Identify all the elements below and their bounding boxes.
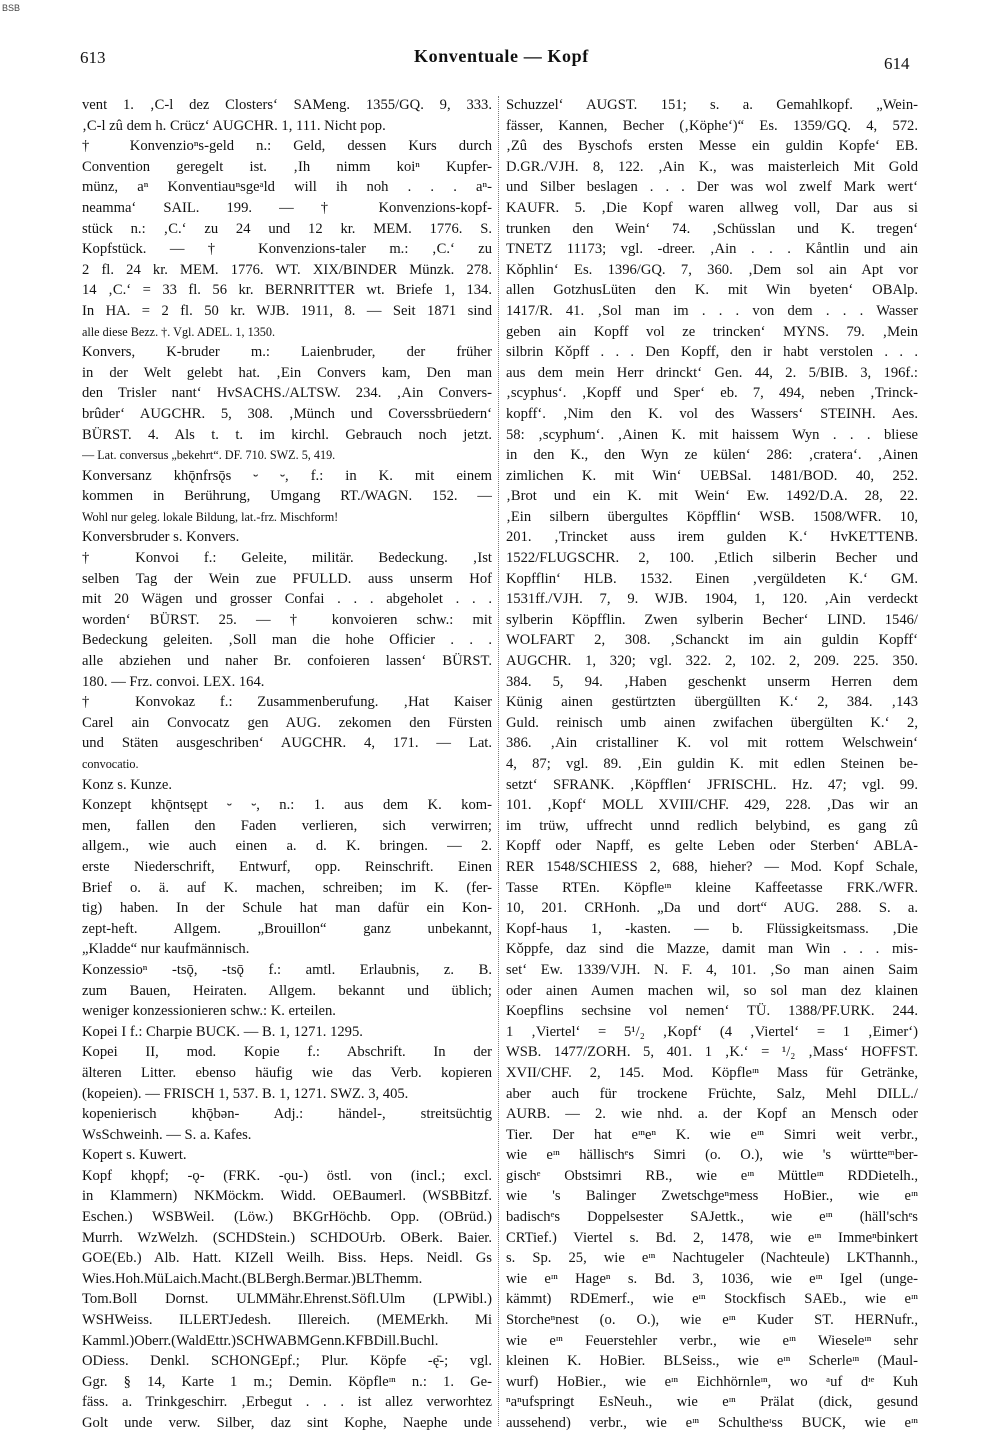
text-line: Kopei II, mod. Kopie f.: Abschrift. In der — [82, 1044, 492, 1061]
text-line: selben Tag der Wein zue PFULLD. auss unserm Hof — [82, 570, 492, 587]
text-line: RER 1548/SCHIESS 2, 688, hieher? — Mod. Kopf Schale, — [506, 858, 918, 875]
text-line: zum Bauen, Heiraten. Allgem. bekannt und üblich; — [82, 982, 492, 999]
text-line: D.GR./VJH. 8, 122. ‚Ain K., was maisterleich Mit Gold — [506, 158, 918, 175]
text-line: s. Sp. 25, wie eᶦⁿ Nachtugeler (Nachteule) LKThannh., — [506, 1250, 918, 1267]
page-number-left: 613 — [80, 48, 106, 67]
text-line: Bedeckung geleiten. ‚Soll man die hohe Officier . . . — [82, 632, 492, 649]
text-line: Kopfflin‘ HLB. 1532. Einen ‚vergüldeten K.‘ GM. — [506, 570, 918, 587]
text-line: und Stäten ausgeschriben‘ AUGCHR. 4, 171. — Lat. — [82, 735, 492, 752]
text-line: zept-heft. Allgem. „Brouillon“ ganz unbekannt, — [82, 920, 492, 937]
text-line: men, fallen den Faden verlieren, sich verwirren; — [82, 817, 492, 834]
right-text-column — [506, 95, 918, 1434]
text-line: In HA. = 2 fl. 50 kr. WJB. 1911, 8. — Seit 1871 sind — [82, 302, 492, 319]
text-line: fässer, Kannen, Becher (‚Köphe‘)“ Es. 1359/GQ. 4, 572. — [506, 117, 918, 134]
text-line: Wohl nur geleg. lokale Bildung, lat.-frz. Mischform! — [82, 509, 339, 524]
library-stamp: BSB — [2, 3, 21, 13]
text-line: kommen in Berührung, Umgang RT./WAGN. 152. — — [82, 488, 492, 505]
text-line: in den K., den Wyn ze külen‘ 286: ‚cratera‘. ‚Ainen — [506, 447, 918, 464]
text-line: 14 ‚C.‘ = 33 fl. 56 kr. BERNRITTER wt. Briefe 1, 134. — [82, 282, 492, 299]
text-line: † Konvenzioⁿs-geld n.: Geld, dessen Kurs durch — [82, 138, 492, 155]
text-line: Golt unde verw. Silber, daz sint Kophe, Naephe unde — [82, 1415, 492, 1431]
text-line: tig) haben. In der Schule hat man dafür ein Kon- — [82, 900, 492, 917]
text-line: Kopert s. Kuwert. — [82, 1147, 187, 1164]
text-line: aus dem mein Herr drinckt‘ Gen. 44, 2. 5/BIB. 3, 196f.: — [506, 364, 918, 381]
text-line: und Silber beslagen . . . Der was wol zwelf Mark wert‘ — [506, 179, 918, 196]
column-divider — [498, 96, 499, 1426]
text-line: setzt‘ SFRANK. ‚Köpfflen‘ JFRISCHL. Hz. 47; vgl. 99. — [506, 776, 918, 793]
text-line: Ggr. § 14, Karte 1 m.; Demin. Köpfleᶦⁿ n.: 1. Ge- — [82, 1373, 492, 1390]
text-line: Kopei I f.: Charpie BUCK. — B. 1, 1271. 1295. — [82, 1023, 363, 1040]
text-line: CRTief.) Viertel s. Bd. 2, 1478, wie eᶦⁿ Immeⁿbinkert — [506, 1229, 918, 1246]
text-line: AUGCHR. 1, 320; vgl. 322. 2, 102. 2, 209. 225. 350. — [506, 653, 918, 670]
text-line: wie eᶦⁿ hällischᵉs Simri (o. O.), wie 's württeᵐber- — [506, 1147, 918, 1164]
text-line: 1417/R. 41. ‚Sol man im . . . von dem . . . Wasser — [506, 302, 918, 319]
text-line: Kǒphlin‘ Es. 1396/GQ. 7, 360. ‚Dem sol ain Apt vor — [506, 261, 918, 278]
text-line: alle diese Bezz. †. Vgl. ADEL. 1, 1350. — [82, 324, 276, 339]
text-line: in der Welt gelebt hat. ‚Ein Convers kam, Den man — [82, 364, 492, 381]
text-line: Konz s. Kunze. — [82, 776, 172, 793]
text-line: Konzept khǭntsępt ⏑ ⏑, n.: 1. aus dem K. kom- — [82, 797, 492, 814]
text-line: † Konvokaz f.: Zusammenberufung. ‚Hat Kaiser — [82, 694, 492, 711]
text-line: Kopff oder Napff, es gelte Leben oder Sterben‘ ABLA- — [506, 838, 918, 855]
text-line: „Kladde“ nur kaufmännisch. — [82, 941, 250, 958]
text-line: älteren Litter. ebenso häufig wie das Verb. kopieren — [82, 1064, 492, 1081]
text-line: Eschen.) WSBWeil. (Löw.) BKGrHöchb. Opp. (OBrüd.) — [82, 1209, 492, 1226]
text-line: vent 1. ‚C-l dez Closters‘ SAMeng. 1355/GQ. 9, 333. — [82, 97, 492, 113]
text-line: Carel ain Convocatz gen AUG. zekomen den Fürsten — [82, 714, 492, 731]
page-number-right: 614 — [884, 54, 910, 73]
text-line: Schuzzel‘ AUGST. 151; s. a. Gemahlkopf. „Wein- — [506, 97, 918, 113]
text-line: WSHWeiss. ILLERTJedesh. Illereich. (MEMErkh. Mi — [82, 1312, 492, 1329]
text-line: Konvers, K-bruder m.: Laienbruder, der früher — [82, 344, 492, 361]
text-line: WSB. 1477/ZORH. 5, 401. 1 ‚K.‘ = ¹/₂ ‚Mass‘ HOFFST. — [506, 1044, 918, 1061]
text-line: allen GotzhusLüten den K. mit Win byeten‘ OBAlp. — [506, 282, 918, 299]
text-line: BÜRST. 4. Als t. t. im kirchl. Gebrauch noch jetzt. — [82, 426, 492, 443]
text-line: convocatio. — [82, 757, 139, 771]
text-line: kopenierisch khǭbən- Adj.: händel-, streitsüchtig — [82, 1106, 492, 1123]
text-line: den Trisler nant‘ HvSACHS./ALTSW. 234. ‚Ain Convers- — [82, 385, 492, 402]
text-line: Konversbruder s. Konvers. — [82, 529, 240, 546]
text-line: Kopfstück. — † Konvenzions-taler m.: ‚C.‘ zu — [82, 241, 492, 258]
text-line: badischᵉs Doppelsester SAJettk., wie eᶦⁿ (häll'schᵉs — [506, 1209, 918, 1226]
text-line: trunken den Wein‘ 74. ‚Schüsslan und K. tregen‘ — [506, 220, 918, 237]
text-line: Convention geregelt ist. ‚Ih nimm koiⁿ Kupfer- — [82, 158, 492, 175]
text-line: 1 ‚Viertel‘ = 5¹/₂ ‚Kopf‘ (4 ‚Viertel‘ = 1 ‚Eimer‘) — [506, 1023, 918, 1040]
text-line: ‚Zû des Byschofs ersten Messe ein guldin Kopfe‘ EB. — [506, 138, 918, 155]
text-line: sylberin Köpfflin. Zwen sylberin Becher‘ LIND. 1546/ — [506, 611, 918, 628]
text-line: Kǒppfe, daz sind die Mazze, damit man Win . . . mis- — [506, 941, 918, 958]
text-line: fäss. a. Trinkgeschirr. ‚Erbegut . . . ist allez verworhtez — [82, 1394, 492, 1411]
text-line: ‚Ein silbern übergultes Köpfflin‘ WSB. 1508/WFR. 10, — [506, 508, 918, 525]
text-line: AURB. — 2. wie nhd. a. der Kopf an Mensch oder — [506, 1106, 918, 1123]
text-line: ‚C-l zû dem h. Crücz‘ AUGCHR. 1, 111. Nicht pop. — [82, 117, 386, 134]
text-line: allgem., wie auch einen a. d. K. bringen. — 2. — [82, 838, 492, 855]
text-line: 2 fl. 24 kr. MEM. 1776. WT. XIX/BINDER Münzk. 278. — [82, 261, 492, 278]
text-line: Konversanz khǭnfrsǭs ⏑ ⏑, f.: in K. mit einem — [82, 467, 492, 484]
text-line: im trüw, uffrecht unnd redlich belybind, es gang zû — [506, 817, 918, 834]
text-line: WsSchweinh. — S. a. Kafes. — [82, 1126, 252, 1143]
text-line: XVII/CHF. 2, 145. Mod. Köpfleᶦⁿ Mass für Getränke, — [506, 1064, 918, 1081]
text-line: kopff‘. ‚Nim den K. vol des Wassers‘ STEINH. Aes. — [506, 405, 918, 422]
text-line: brûder‘ AUGCHR. 5, 308. ‚Münch und Coverssbrüedern‘ — [82, 405, 492, 422]
text-line: aber auch für trockene Früchte, Salz, Mehl DILL./ — [506, 1085, 918, 1102]
text-line: wie eᶦⁿ Hageⁿ s. Bd. 3, 1036, wie eᶦⁿ Igel (unge- — [506, 1270, 918, 1287]
text-line: Brief o. ä. auf K. machen, schreiben; im K. (fer- — [82, 879, 492, 896]
text-line: Künig ainen gestürtzten übergüllten K.‘ 2, 384. ‚143 — [506, 694, 918, 711]
text-line: 58: ‚scyphum‘. ‚Ainen K. mit haissem Wyn . . . bliese — [506, 426, 918, 443]
text-line: 10, 201. CRHonh. „Da und dort“ AUG. 288. S. a. — [506, 900, 918, 917]
text-line: mit 20 Wägen und grosser Confai . . . abgeholet . . . — [82, 591, 492, 608]
text-line: 201. ‚Trincket auss irem gulden K.‘ HvKETTENB. — [506, 529, 918, 546]
text-line: alle abziehen und naher Br. confoieren lassen‘ BÜRST. — [82, 653, 492, 670]
text-line: Konzessioⁿ -tsǭ, -tsǭ f.: amtl. Erlaubnis, z. B. — [82, 961, 492, 978]
text-line: neamma‘ SAIL. 199. — † Konvenzions-kopf- — [82, 199, 492, 216]
text-line: 1531ff./VJH. 7, 9. WJB. 1904, 1, 120. ‚Ain verdeckt — [506, 591, 918, 608]
text-line: WOLFART 2, 308. ‚Schanckt im ain guldin Kopff‘ — [506, 632, 918, 649]
text-line: münz, aⁿ Konventiauⁿsgeᵃld will ih noh . . . aⁿ- — [82, 179, 492, 196]
text-line: Guld. reinisch umb ainen zwifachen übergülten K.‘ 2, — [506, 714, 918, 731]
text-line: erste Niederschrift, Entwurf, opp. Reinschrift. Einen — [82, 858, 492, 875]
text-line: geben ain Kopff vol ze trincken‘ MYNS. 79. ‚Mein — [506, 323, 918, 340]
text-line: stück n.: ‚C.‘ zu 24 und 12 kr. MEM. 1776. S. — [82, 220, 492, 237]
text-line: Wies.Hoh.MüLaich.Macht.(BLBergh.Bermar.)BLThemm. — [82, 1270, 423, 1287]
text-line: Tasse RTEn. Köpfleᶦⁿ kleine Kaffeetasse FRK./WFR. — [506, 879, 918, 896]
text-line: 4, 87; vgl. 89. ‚Ein guldin K. mit edlen Steinen be- — [506, 756, 918, 772]
running-head-title: Konventuale — Kopf — [414, 46, 589, 66]
text-line: oder ainen Aumen machen wil, so sol man dez klainen — [506, 982, 918, 999]
text-line: Tier. Der hat eᶦⁿeⁿ K. wie eᶦⁿ Simri weit verbr., — [506, 1126, 918, 1143]
text-line: worden‘ BÜRST. 25. — † konvoieren schw.: mit — [82, 611, 492, 628]
text-line: ‚Brot und ein K. mit Wein‘ Ew. 1492/D.A. 28, 22. — [506, 488, 918, 505]
text-line: ‚scyphus‘. ‚Kopff und Sper‘ eb. 7, 494, neben ‚Trinck- — [506, 385, 918, 402]
text-line: GOE(Eb.) Alb. Hatt. KIZell Weilh. Biss. Heps. Neidl. Gs — [82, 1250, 492, 1267]
text-line: KAUFR. 5. ‚Die Kopf waren allweg voll, Dar aus si — [506, 199, 918, 216]
text-line: Storcheⁿnest (o. O.), wie eᶦⁿ Kuder ST. HERNufr., — [506, 1312, 918, 1329]
text-line: set‘ Ew. 1339/VJH. N. F. 4, 101. ‚So man ainen Saim — [506, 961, 918, 978]
text-line: 386. ‚Ain cristalliner K. vol mit rottem Welschwein‘ — [506, 735, 918, 752]
text-line: kleinen K. HoBier. BLSeiss., wie eᶦⁿ Scherleᶦⁿ (Maul- — [506, 1353, 918, 1370]
text-line: wie eᶦⁿ Feuerstehler verbr., wie eᶦⁿ Wieseleᶦⁿ sehr — [506, 1332, 918, 1349]
text-line: gischᵉ Obstsimri RB., wie eᶦⁿ Müttleᶦⁿ RDDietelh., — [506, 1167, 918, 1184]
text-line: 1522/FLUGSCHR. 2, 100. ‚Etlich silberin Becher und — [506, 550, 918, 567]
text-line: in Klammern) NKMöckm. Widd. OEBaumerl. (WSBBitzf. — [82, 1188, 492, 1205]
text-line: kämmt) RDEmerf., wie eᶦⁿ Stockfisch SAEb., wie eᶦⁿ — [506, 1291, 918, 1308]
text-line: silbrin Kǒpff . . . Den Kopff, den ir habt verstolen . . . — [506, 344, 918, 361]
text-line: wurf) HoBier., wie eᶦⁿ Eichhörnleᶦⁿ, wo ᵃuf dᶦᵉ Kuh — [506, 1373, 918, 1390]
text-line: 180. — Frz. convoi. LEX. 164. — [82, 673, 265, 690]
text-line: Koepflins sechsine vol nemen‘ TÜ. 1388/PF.URK. 244. — [506, 1003, 918, 1020]
text-line: aussehend) verbr., wie eᶦⁿ Schultheᶦss BUCK, wie eᶦⁿ — [506, 1415, 918, 1431]
text-line: weniger konzessionieren schw.: K. erteilen. — [82, 1003, 336, 1020]
text-line: Kamml.)Oberr.(WaldEttr.)SCHWABMGenn.KFBDill.Buchl. — [82, 1332, 439, 1349]
text-line: — Lat. conversus „bekehrt“. DF. 710. SWZ. 5, 419. — [82, 448, 336, 463]
text-line: Tom.Boll Dornst. ULMMähr.Ehrenst.Söfl.Ulm (LPWibl.) — [82, 1291, 492, 1308]
text-line: (kopeien). — FRISCH 1, 537. B. 1, 1271. SWZ. 3, 405. — [82, 1085, 409, 1102]
text-line: † Konvoi f.: Geleite, militär. Bedeckung. ‚Ist — [82, 550, 492, 567]
text-line: wie 's Balinger Zwetschgeⁿmess HoBier., wie eᶦⁿ — [506, 1188, 918, 1205]
text-line: ODiess. Denkl. SCHONGEpf.; Plur. Köpfe -ę̄-; vgl. — [82, 1353, 492, 1370]
text-line: 384. 5, 94. ‚Haben geschenkt unserm Herren dem — [506, 673, 918, 690]
text-line: 101. ‚Kopf‘ MOLL XVIII/CHF. 429, 228. ‚Das wir an — [506, 797, 918, 814]
text-line: Murrh. WzWelzh. (SCHDStein.) SCHDOUrb. OBerk. Baier. — [82, 1229, 492, 1246]
text-line: ⁿaⁿufspringt EsNeuh., wie eᶦⁿ Prälat (dick, gesund — [506, 1394, 918, 1411]
text-line: zimlichen K. mit Win‘ UEBSal. 1481/BOD. 40, 252. — [506, 467, 918, 484]
left-text-column — [82, 95, 492, 1434]
text-line: TNETZ 11173; vgl. -dreer. ‚Ain . . . Kåntlin und ain — [506, 241, 918, 258]
text-line: Kopf khǫpf; -ǫ- (FRK. -ǫu-) östl. von (incl.; excl. — [82, 1167, 492, 1184]
text-line: Kopf-haus 1, -kasten. — b. Flüssigkeitsmass. ‚Die — [506, 920, 918, 937]
